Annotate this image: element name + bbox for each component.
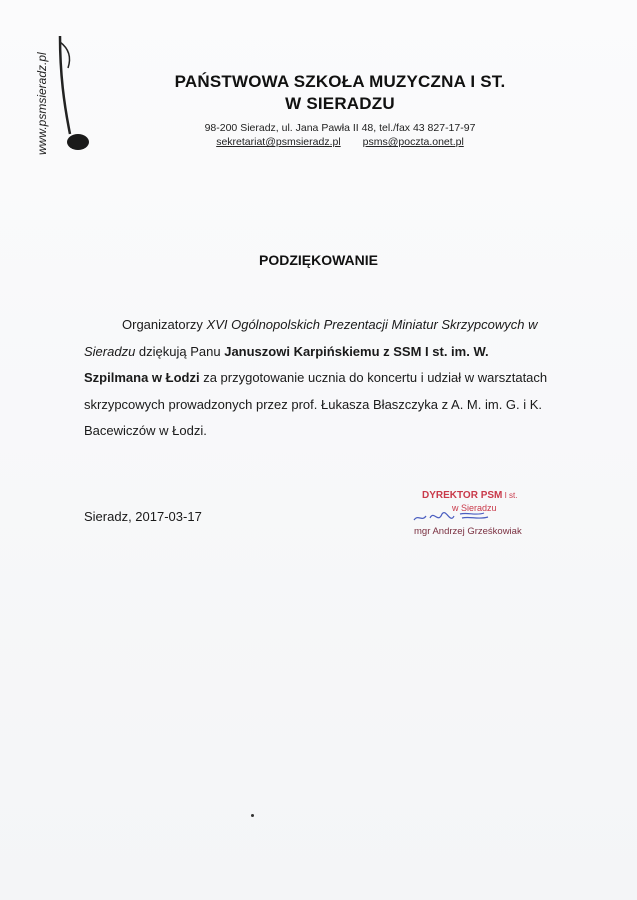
email-psms-link[interactable]: psms@poczta.onet.pl bbox=[362, 136, 464, 148]
email-secretariat-link[interactable]: sekretariat@psmsieradz.pl bbox=[216, 136, 341, 148]
stamp-signatory: mgr Andrzej Grześkowiak bbox=[414, 526, 522, 537]
letter-body bbox=[84, 312, 554, 445]
letterhead bbox=[140, 72, 540, 148]
stamp-city: w Sieradzu bbox=[452, 503, 497, 513]
logo-website-text: www.psmsieradz.pl bbox=[35, 52, 49, 155]
stamp-title-suffix: I st. bbox=[502, 491, 518, 500]
school-name-line1: PAŃSTWOWA SZKOŁA MUZYCZNA I ST. bbox=[174, 72, 506, 91]
school-logo bbox=[20, 30, 90, 160]
body-text-part1: Organizatorzy bbox=[122, 317, 207, 332]
paper-speck bbox=[251, 814, 254, 817]
school-address: 98-200 Sieradz, ul. Jana Pawła II 48, tel./fax 43 827-17-97 bbox=[204, 122, 476, 134]
school-emails bbox=[140, 136, 540, 148]
body-text-part5: za przygotowanie ucznia do koncertu i udział w warsztatach skrzypcowych prowadzonych przez prof. Łukasza Błaszczyka z A. M. im. G. i K. Bacewiczów w Łodzi. bbox=[84, 370, 548, 438]
body-text-part3: dziękują Panu bbox=[135, 343, 225, 359]
school-name-line2: W SIERADZU bbox=[285, 94, 395, 113]
letter-date: Sieradz, 2017-03-17 bbox=[84, 509, 202, 524]
recipient-name: Januszowi Karpińskiemu z SSM I st. im. W. Szpilmana w Łodzi bbox=[84, 343, 489, 385]
music-note-icon bbox=[50, 34, 90, 159]
event-name: XVI Ogólnopolskich Prezentacji Miniatur Skrzypcowych w Sieradzu bbox=[84, 317, 538, 359]
document-title: PODZIĘKOWANIE bbox=[258, 252, 378, 268]
stamp-title-main: DYREKTOR PSM bbox=[422, 490, 503, 501]
stamp-title bbox=[422, 490, 518, 501]
director-stamp bbox=[404, 486, 544, 546]
